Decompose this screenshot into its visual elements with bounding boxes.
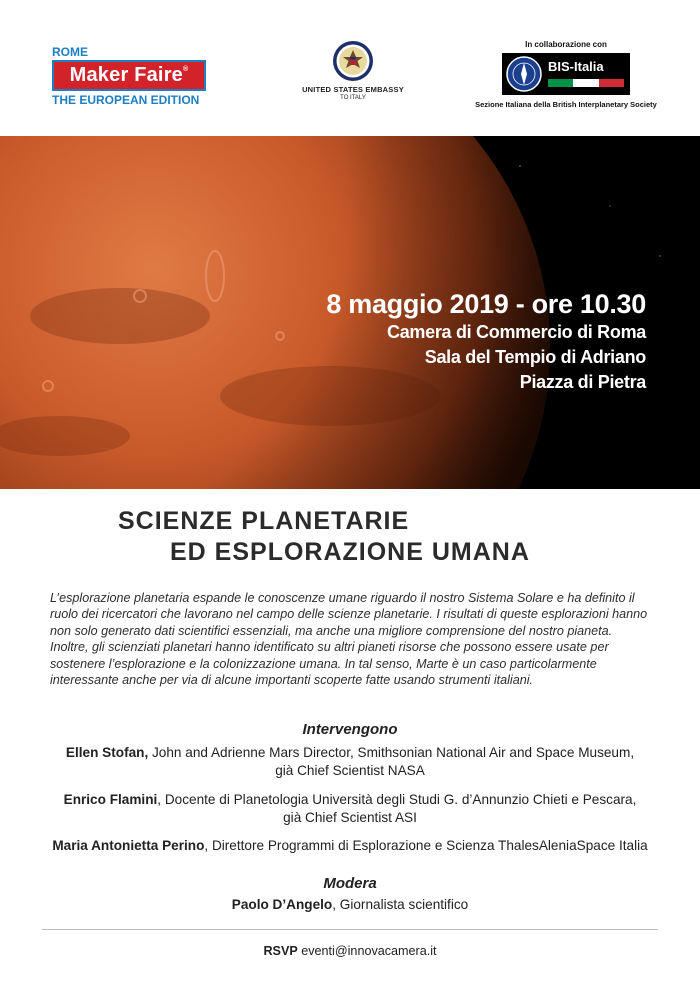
event-date: 8 maggio 2019 - ore 10.30 [326, 289, 646, 319]
footer-divider [42, 929, 658, 930]
event-square: Piazza di Pietra [519, 372, 646, 392]
event-venue: Camera di Commercio di Roma [387, 322, 646, 342]
speaker-role: , Direttore Programmi di Esplorazione e Scienza ThalesAleniaSpace Italia [204, 838, 648, 853]
event-room: Sala del Tempio di Adriano [424, 347, 646, 367]
speaker-role: John and Adrienne Mars Director, Smithsonian National Air and Space Museum, [148, 745, 635, 760]
maker-faire-name-box [52, 60, 206, 91]
embassy-name: UNITED STATES EMBASSY [302, 85, 404, 94]
maker-faire-name: Maker Faire [69, 64, 183, 86]
moderator-item [40, 896, 660, 914]
rsvp-line [0, 944, 700, 958]
registered-mark: ® [183, 66, 189, 73]
us-embassy-logo [288, 40, 418, 101]
moderator-heading: Modera [323, 875, 377, 892]
maker-faire-rome: ROME [52, 45, 88, 59]
rsvp-email[interactable]: eventi@innovacamera.it [297, 944, 437, 958]
bis-italia-logo [466, 40, 666, 109]
maker-faire-edition: THE EUROPEAN EDITION [52, 93, 200, 107]
embassy-country: TO ITALY [340, 95, 366, 101]
header [0, 0, 700, 136]
speaker-name: Enrico Flamini [63, 792, 158, 807]
moderator-name: Paolo D’Angelo [231, 897, 333, 912]
speaker-name: Ellen Stofan, [65, 745, 149, 760]
mars-hero-banner [0, 136, 700, 489]
us-embassy-seal-icon [332, 40, 374, 82]
event-details [326, 288, 646, 395]
moderator-role: , Giornalista scientifico [332, 897, 469, 912]
event-abstract: L’esplorazione planetaria espande le conoscenze umane riguardo il nostro Sistema Solare e ha definito il ruolo dei ricercatori che lavorano nel campo delle scienze planetarie. I risultati di queste esplorazioni hanno non solo generato dati scientifici essenziali, ma anche una migliore comprensione del nostro pianeta. Inoltre, gli scienziati planetari hanno identificato su altri pianeti risorse che possono essere usate per sostenere l’esplorazione e la colonizzazione umana. In tal senso, Marte è un caso particolarmente interessante anche per via di alcune importanti scoperte fatte usando strumenti italiani. [50, 591, 648, 688]
speaker-role: , Docente di Planetologia Università degli Studi G. d’Annunzio Chieti e Pescara, [157, 792, 637, 807]
speaker-name: Maria Antonietta Perino [52, 838, 205, 853]
bis-logo-box [502, 53, 630, 95]
title-line-2: ED ESPLORAZIONE UMANA [170, 538, 530, 566]
bis-name: BIS-Italia [548, 59, 604, 74]
speaker-item [40, 791, 660, 827]
maker-faire-logo [52, 46, 212, 107]
event-title [118, 506, 530, 568]
speaker-item [40, 837, 660, 855]
title-line-1: SCIENZE PLANETARIE [118, 507, 410, 535]
speakers-heading: Intervengono [302, 721, 398, 738]
speaker-role-extra: già Chief Scientist ASI [283, 810, 417, 825]
collaboration-label: In collaborazione con [525, 40, 607, 49]
bis-emblem-icon [506, 56, 542, 92]
speaker-role-extra: già Chief Scientist NASA [275, 763, 425, 778]
italian-flag-icon [548, 79, 624, 87]
bis-subtitle: Sezione Italiana della British Interplanetary Society [475, 100, 657, 109]
speaker-item [40, 744, 660, 780]
rsvp-label: RSVP [263, 944, 298, 958]
